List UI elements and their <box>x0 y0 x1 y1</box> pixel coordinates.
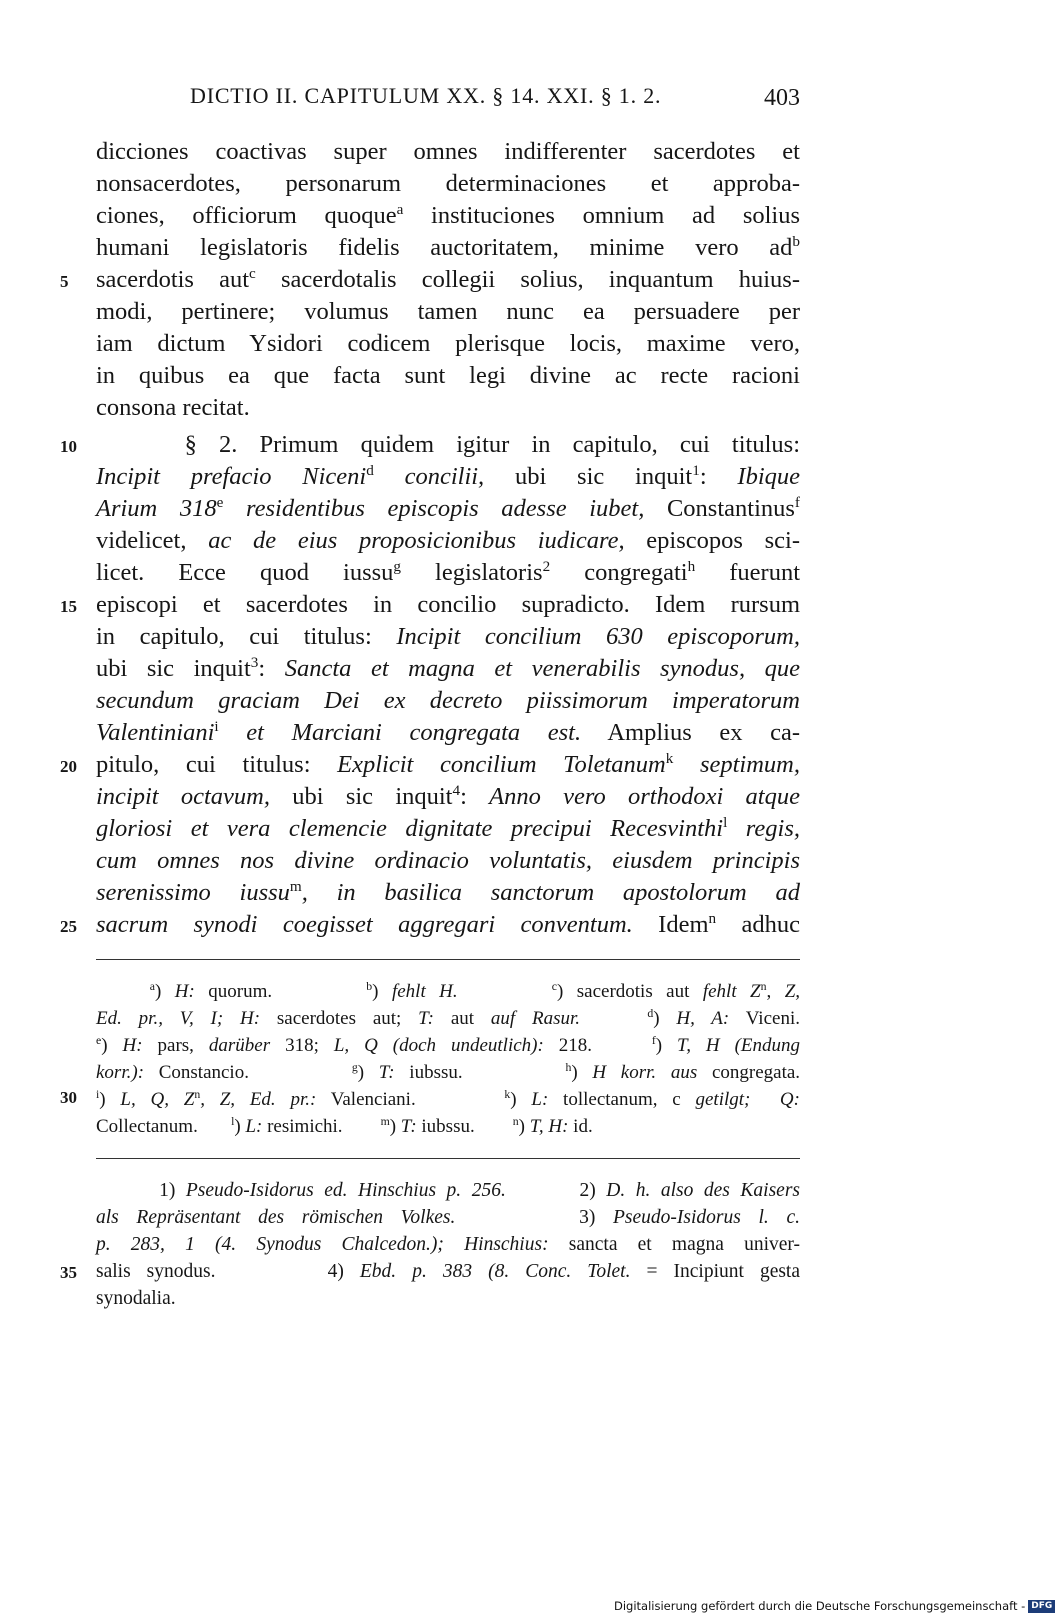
text-line: Arium 318e residentibus episcopis adesse iubet, Constantinus$^f$ <box>96 493 800 522</box>
line-number: 30 <box>60 1088 77 1107</box>
text-line: humani legislatoris fidelis auctoritatem, minime vero $ad^b$ <box>96 232 800 261</box>
text-line: episcopi et sacerdotes in concilio supradicto. Idem rursum <box>96 591 800 618</box>
text-line: sacrum synodi coegisset aggregari conventum. Idem$^n$ adhuc <box>96 909 801 938</box>
apparatus-line: korr.): Constancio. $^g$) T: iubssu. $^h$) H korr. aus congregata. <box>96 1060 801 1083</box>
text-line: pitulo, cui titulus: Explicit concilium Toletanum$^k$ septimum, <box>96 749 800 778</box>
line-number: 35 <box>60 1263 77 1282</box>
apparatus-line: Ed. pr., V, I; H: sacerdotes aut; T: aut auf Rasur. $^d$) H, A: Viceni. <box>96 1006 800 1029</box>
text-line: consona recitat. <box>96 394 250 421</box>
line-number: 25 <box>60 917 77 936</box>
page-header <box>190 83 800 123</box>
source-line: 1) Pseudo-Isidorus ed. Hinschius p. 256. 2) D. h. also des Kaisers <box>96 1180 800 1201</box>
apparatus-divider <box>96 959 800 960</box>
apparatus-line: $^a$) H: quorum. $^b$) fehlt H. $^c$) sacerdotis aut fehlt $Z^n$, Z, <box>149 979 801 1002</box>
text-line: Valentiniani$^i$ et Marciani congregata est. Amplius ex ca- <box>96 717 801 746</box>
source-line: salis synodus. 4) Ebd. p. 383 (8. Conc. Tolet. = Incipiunt gesta <box>96 1261 801 1282</box>
apparatus-line: Collectanum. $^l$) L: resimichi. $^m$) T: iubssu. $^n$) T, H: id. <box>96 1114 593 1137</box>
text-line: ciones, officiorum quoque$^a$ instituciones omnium ad solius <box>96 200 800 229</box>
text-line: licet. Ecce quod iussu$^g$ legislatoris$^2$ congregati$^h$ fuerunt <box>96 557 800 586</box>
text-line: in capitulo, cui titulus: Incipit concilium 630 episcoporum, <box>96 623 800 650</box>
source-line: synodalia. <box>96 1288 176 1309</box>
text-line: videlicet, ac de eius proposicionibus iudicare, episcopos sci- <box>96 527 800 554</box>
line-number: 10 <box>60 437 77 456</box>
text-line: serenissimo iussu$^m$, in basilica sanctorum apostolorum ad <box>96 877 800 906</box>
source-line: p. 283, 1 (4. Synodus Chalcedon.); Hinschius: sancta et magna univer- <box>96 1234 800 1255</box>
text-line: in quibus ea que facta sunt legi divine ac recte racioni <box>96 362 800 389</box>
text-line: sacerdotis aut$^c$ sacerdotalis collegii solius, inquantum huius- <box>96 264 800 293</box>
running-head: DICTIO II. CAPITULUM XX. § 14. XXI. § 1. 2. <box>190 83 662 108</box>
credit-text: Digitalisierung gefördert durch die Deutsche Forschungsgemeinschaft - <box>614 1599 1026 1613</box>
text-line: nonsacerdotes, personarum determinaciones et approba- <box>96 170 800 197</box>
text-line: modi, pertinere; volumus tamen nunc ea persuadere per <box>96 298 800 325</box>
text-line: cum omnes nos divine ordinacio voluntatis, eiusdem principis <box>96 847 800 874</box>
line-number: 20 <box>60 757 77 776</box>
text-line: § 2. Primum quidem igitur in capitulo, cui titulus: <box>96 431 800 458</box>
text-line: gloriosi et vera clemencie dignitate precipui Recesvinthi$^l$ regis, <box>96 813 801 842</box>
apparatus-line: $^i$) L, Q, $Z^n$, Z, Ed. pr.: Valenciani. $^k$) L: tollectanum, c getilgt; Q: <box>96 1087 800 1110</box>
text-line: secundum graciam Dei ex decreto piissimorum imperatorum <box>96 687 800 714</box>
page-number: 403 <box>764 85 800 111</box>
text-line: dicciones coactivas super omnes indifferenter sacerdotes et <box>96 138 800 165</box>
text-line: Incipit prefacio Niceni$^d$ concilii, ubi sic inquit$^1$: Ibique <box>96 461 800 490</box>
line-number: 5 <box>60 272 69 291</box>
text-line: iam dictum Ysidori codicem plerisque locis, maxime vero, <box>96 330 800 357</box>
apparatus-line: $^e$) H: pars, darüber 318; L, Q (doch undeutlich): 218. $^f$) T, H (Endung <box>96 1033 801 1056</box>
text-line: incipit octavum, ubi sic inquit$^4$: Anno vero orthodoxi atque <box>96 781 800 810</box>
source-line: als Repräsentant des römischen Volkes. 3) Pseudo-Isidorus l. c. <box>96 1207 800 1228</box>
text-line: ubi sic inquit$^3$: Sancta et magna et venerabilis synodus, que <box>96 653 801 682</box>
digitization-credit <box>614 1599 1055 1613</box>
line-number: 15 <box>60 597 77 616</box>
sources-divider <box>96 1158 800 1159</box>
dfg-logo: DFG <box>1028 1600 1055 1613</box>
